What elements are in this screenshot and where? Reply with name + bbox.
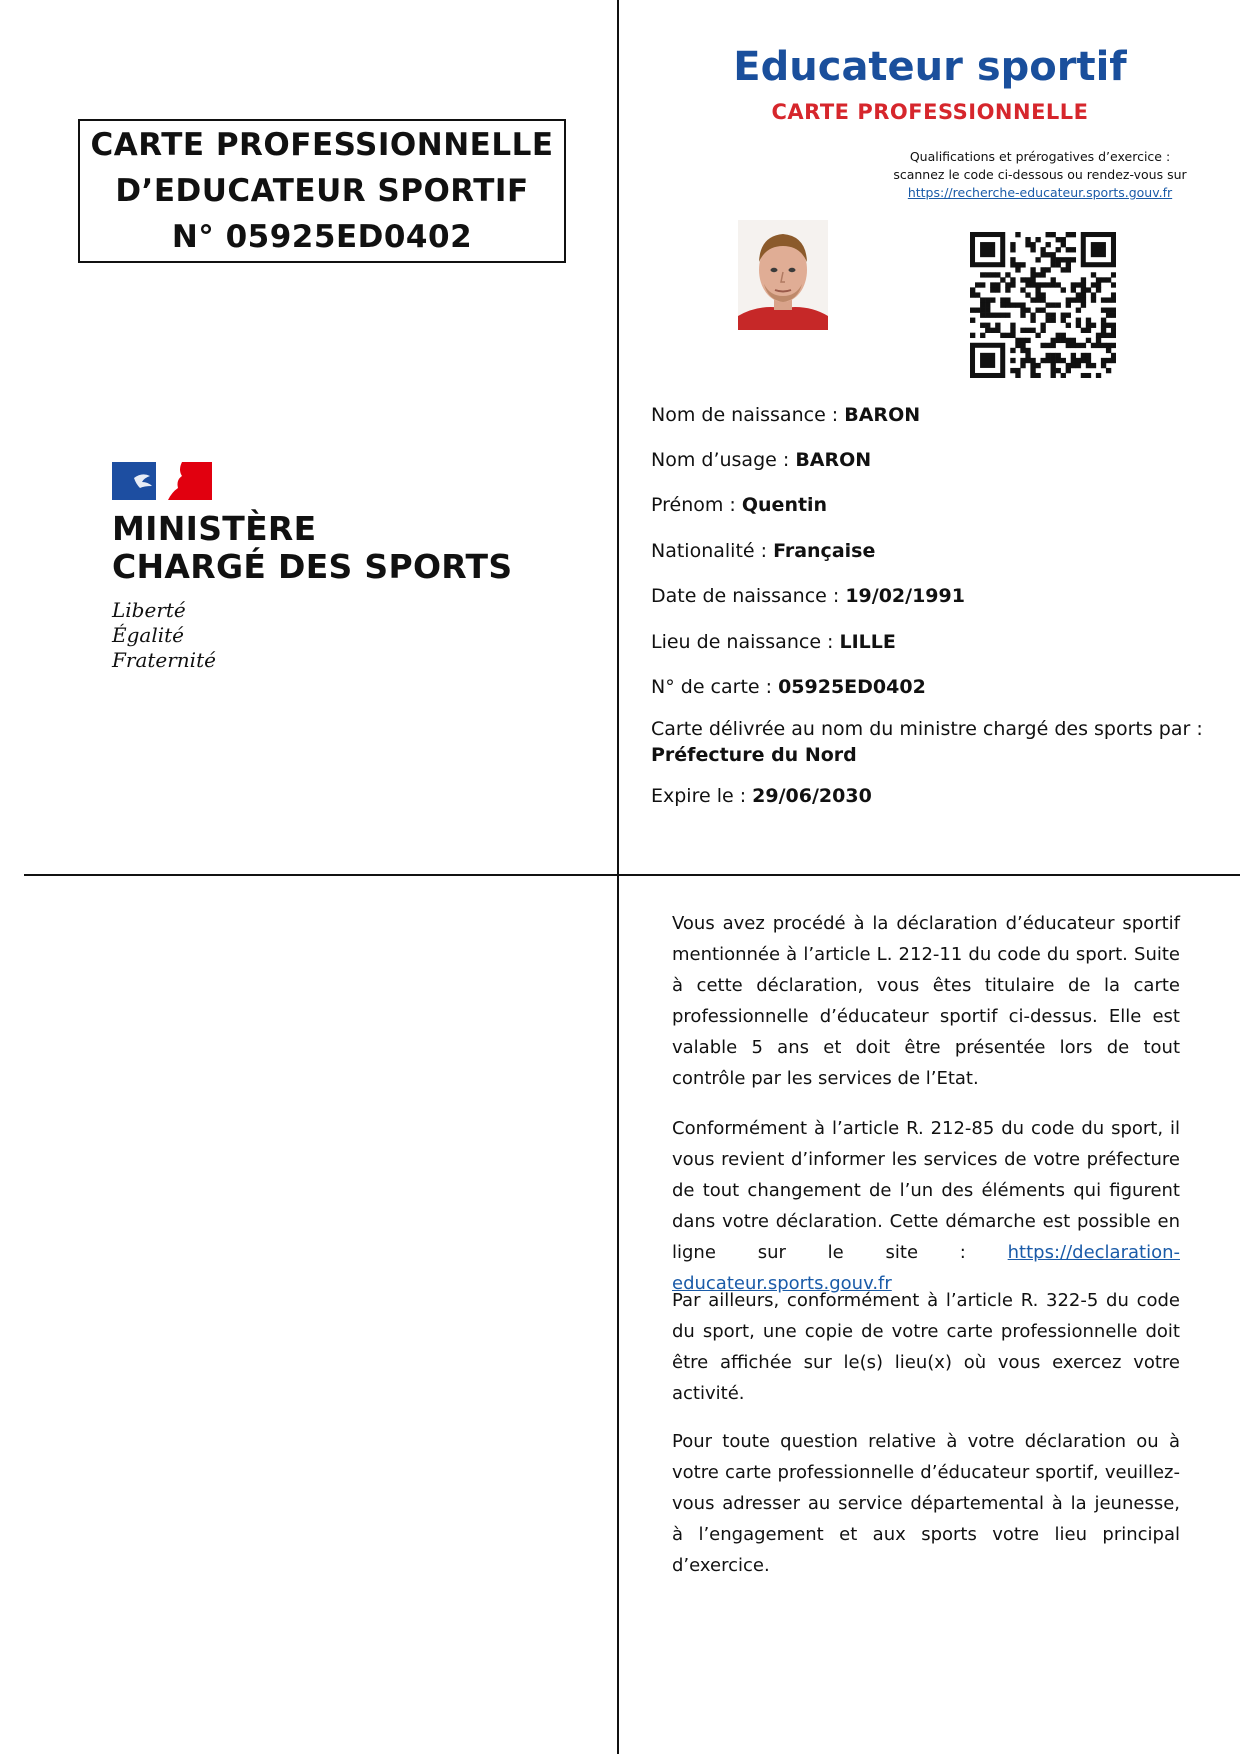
card-title: Educateur sportif (733, 44, 1127, 90)
field-value: 05925ED0402 (778, 676, 926, 698)
field-label: Nom de naissance : (651, 404, 845, 426)
box-line-2: D’EDUCATEUR SPORTIF (115, 173, 529, 209)
back-paragraph-1: Vous avez procédé à la déclaration d’éducateur sportif mentionnée à l’article L. 212-11 du code du sport. Suite à cette déclaration, vous êtes titulaire de la carte professionnelle d’éducateur sportif ci-dessus. Elle est valable 5 ans et doit être présentée lors de tout contrôle par les services de l’Etat. (672, 913, 1180, 1089)
field-label: Expire le : (651, 785, 753, 807)
field-label: N° de carte : (651, 676, 779, 698)
motto-fraternite: Fraternité (112, 648, 216, 672)
field-first-name (651, 494, 827, 516)
field-value: Quentin (741, 494, 828, 516)
field-value: BARON (844, 404, 921, 426)
delivered-label: Carte délivrée au nom du ministre chargé des sports par : (651, 718, 1203, 740)
back-paragraph-4: Pour toute question relative à votre déclaration ou à votre carte professionnelle d’éducateur sportif, veuillez-vous adresser au service départemental à la jeunesse, à l’engagement et aux sports votre lieu principal d’exercice. (672, 1431, 1180, 1576)
field-delivered-by (651, 716, 1203, 768)
field-label: Nom d’usage : (651, 449, 796, 471)
holder-photo (738, 220, 828, 330)
field-label: Date de naissance : (651, 585, 846, 607)
marianne-flag-icon (112, 462, 212, 500)
field-value: LILLE (839, 631, 896, 653)
qualifications-line-2: scannez le code ci-dessous ou rendez-vous sur (893, 167, 1187, 182)
field-birth-date (651, 585, 965, 607)
qualifications-note (880, 148, 1200, 202)
field-expiry (651, 785, 872, 807)
field-value: 29/06/2030 (752, 785, 872, 807)
declaration-link[interactable]: https://declaration-educateur.sports.gouv.fr (672, 1242, 1180, 1294)
ministry-logo (112, 462, 512, 673)
qr-code-icon[interactable] (970, 232, 1116, 378)
back-paragraph-2 (672, 1113, 1180, 1299)
box-line-1: CARTE PROFESSIONNELLE (90, 127, 554, 163)
qualifications-line-1: Qualifications et prérogatives d’exercice : (909, 149, 1171, 164)
fold-line-vertical (617, 0, 619, 1754)
back-paragraph-3: Par ailleurs, conformément à l’article R. 322-5 du code du sport, une copie de votre carte professionnelle doit être affichée sur le(s) lieu(x) où vous exercez votre activité. (672, 1290, 1180, 1404)
motto-egalite: Égalité (112, 623, 184, 647)
field-value: Française (773, 540, 876, 562)
field-value: 19/02/1991 (845, 585, 965, 607)
field-label: Lieu de naissance : (651, 631, 840, 653)
field-label: Nationalité : (651, 540, 774, 562)
ministry-line-2: CHARGÉ DES SPORTS (112, 547, 513, 586)
paragraph-2-text: Conformément à l’article R. 212-85 du code du sport, il vous revient d’informer les services de votre préfecture de tout changement de l’un des éléments qui figurent dans votre déclaration. Cette démarche est possible en ligne sur le site : (672, 1118, 1180, 1263)
fold-line-horizontal (24, 874, 1240, 876)
ministry-line-1: MINISTÈRE (112, 509, 317, 548)
field-birth-place (651, 631, 896, 653)
card-subtitle: CARTE PROFESSIONNELLE (771, 100, 1089, 124)
field-birth-name (651, 404, 920, 426)
field-nationality (651, 540, 875, 562)
field-card-number (651, 676, 926, 698)
field-label: Prénom : (651, 494, 742, 516)
qualifications-link[interactable]: https://recherche-educateur.sports.gouv.fr (907, 185, 1173, 200)
field-usage-name (651, 449, 871, 471)
field-value: BARON (795, 449, 872, 471)
card-number-box (78, 119, 566, 263)
delivered-value: Préfecture du Nord (651, 744, 857, 766)
box-line-3: N° 05925ED0402 (171, 219, 473, 255)
motto-liberte: Liberté (112, 598, 186, 622)
